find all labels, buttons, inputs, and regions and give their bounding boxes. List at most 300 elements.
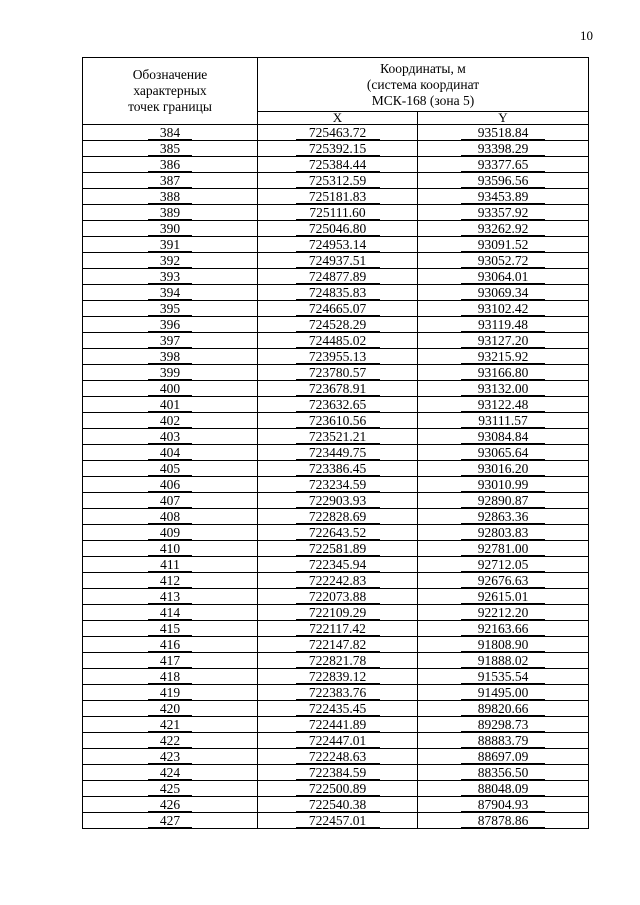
y-coordinate-cell bbox=[418, 397, 589, 413]
x-coordinate-cell bbox=[258, 733, 418, 749]
x-coordinate-cell bbox=[258, 381, 418, 397]
point-number-cell bbox=[83, 525, 258, 541]
point-number: 391 bbox=[148, 239, 192, 252]
header-line: точек границы bbox=[128, 99, 212, 114]
header-line: Обозначение bbox=[132, 67, 208, 82]
y-coordinate-cell bbox=[418, 349, 589, 365]
point-number-cell bbox=[83, 413, 258, 429]
table-row bbox=[83, 813, 589, 829]
x-coordinate-cell bbox=[258, 285, 418, 301]
point-number: 390 bbox=[148, 223, 192, 236]
x-coordinate: 722383.76 bbox=[296, 687, 380, 700]
y-coordinate: 93262.92 bbox=[461, 223, 545, 236]
point-number: 415 bbox=[148, 623, 192, 636]
point-number: 412 bbox=[148, 575, 192, 588]
point-number-cell bbox=[83, 189, 258, 205]
x-coordinate: 722073.88 bbox=[296, 591, 380, 604]
x-coordinate: 725046.80 bbox=[296, 223, 380, 236]
y-coordinate: 93091.52 bbox=[461, 239, 545, 252]
point-number: 425 bbox=[148, 783, 192, 796]
x-coordinate-cell bbox=[258, 365, 418, 381]
table-row bbox=[83, 221, 589, 237]
x-coordinate: 722839.12 bbox=[296, 671, 380, 684]
point-number: 416 bbox=[148, 639, 192, 652]
table-row bbox=[83, 189, 589, 205]
header-point-designation bbox=[83, 58, 258, 125]
x-coordinate-cell bbox=[258, 413, 418, 429]
x-coordinate: 723610.56 bbox=[296, 415, 380, 428]
table-row bbox=[83, 269, 589, 285]
table-row bbox=[83, 621, 589, 637]
y-coordinate: 92781.00 bbox=[461, 543, 545, 556]
y-coordinate-cell bbox=[418, 813, 589, 829]
point-number-cell bbox=[83, 141, 258, 157]
y-coordinate: 92163.66 bbox=[461, 623, 545, 636]
x-coordinate-cell bbox=[258, 605, 418, 621]
x-coordinate-cell bbox=[258, 589, 418, 605]
y-coordinate-cell bbox=[418, 637, 589, 653]
x-coordinate-cell bbox=[258, 445, 418, 461]
y-coordinate: 93111.57 bbox=[461, 415, 545, 428]
x-coordinate: 724937.51 bbox=[296, 255, 380, 268]
point-number: 419 bbox=[148, 687, 192, 700]
point-number: 389 bbox=[148, 207, 192, 220]
y-coordinate: 93357.92 bbox=[461, 207, 545, 220]
x-coordinate: 722828.69 bbox=[296, 511, 380, 524]
table-row bbox=[83, 557, 589, 573]
y-coordinate-cell bbox=[418, 685, 589, 701]
point-number: 394 bbox=[148, 287, 192, 300]
point-number: 385 bbox=[148, 143, 192, 156]
table-row bbox=[83, 541, 589, 557]
point-number-cell bbox=[83, 269, 258, 285]
point-number: 398 bbox=[148, 351, 192, 364]
y-coordinate: 93069.34 bbox=[461, 287, 545, 300]
table-row bbox=[83, 733, 589, 749]
y-coordinate-cell bbox=[418, 125, 589, 141]
x-coordinate: 725181.83 bbox=[296, 191, 380, 204]
x-coordinate: 722441.89 bbox=[296, 719, 380, 732]
y-coordinate: 89820.66 bbox=[461, 703, 545, 716]
x-coordinate: 722540.38 bbox=[296, 799, 380, 812]
x-coordinate: 722109.29 bbox=[296, 607, 380, 620]
x-coordinate-cell bbox=[258, 797, 418, 813]
x-coordinate-cell bbox=[258, 461, 418, 477]
table-body bbox=[83, 125, 589, 829]
y-coordinate-cell bbox=[418, 173, 589, 189]
y-coordinate-cell bbox=[418, 429, 589, 445]
x-coordinate: 722581.89 bbox=[296, 543, 380, 556]
header-coordinates bbox=[258, 58, 589, 112]
table-row bbox=[83, 237, 589, 253]
y-coordinate: 88697.09 bbox=[461, 751, 545, 764]
x-coordinate-cell bbox=[258, 637, 418, 653]
point-number: 404 bbox=[148, 447, 192, 460]
x-coordinate-cell bbox=[258, 173, 418, 189]
y-coordinate: 93016.20 bbox=[461, 463, 545, 476]
y-coordinate-cell bbox=[418, 525, 589, 541]
table-row bbox=[83, 205, 589, 221]
x-coordinate-cell bbox=[258, 141, 418, 157]
x-coordinate-cell bbox=[258, 717, 418, 733]
table-row bbox=[83, 365, 589, 381]
point-number: 393 bbox=[148, 271, 192, 284]
y-coordinate: 92890.87 bbox=[461, 495, 545, 508]
y-coordinate: 88356.50 bbox=[461, 767, 545, 780]
y-coordinate-cell bbox=[418, 301, 589, 317]
x-coordinate-cell bbox=[258, 253, 418, 269]
x-coordinate-cell bbox=[258, 237, 418, 253]
table-row bbox=[83, 605, 589, 621]
x-coordinate-cell bbox=[258, 349, 418, 365]
x-coordinate: 725384.44 bbox=[296, 159, 380, 172]
y-coordinate-cell bbox=[418, 413, 589, 429]
table-row bbox=[83, 509, 589, 525]
x-coordinate: 723955.13 bbox=[296, 351, 380, 364]
x-coordinate-cell bbox=[258, 189, 418, 205]
point-number-cell bbox=[83, 429, 258, 445]
x-coordinate: 725111.60 bbox=[296, 207, 380, 220]
table-row bbox=[83, 749, 589, 765]
y-coordinate-cell bbox=[418, 573, 589, 589]
table-row bbox=[83, 669, 589, 685]
table-row bbox=[83, 253, 589, 269]
x-coordinate: 722117.42 bbox=[296, 623, 380, 636]
y-coordinate-cell bbox=[418, 621, 589, 637]
y-coordinate: 93065.64 bbox=[461, 447, 545, 460]
table-row bbox=[83, 477, 589, 493]
table-row bbox=[83, 797, 589, 813]
point-number: 411 bbox=[148, 559, 192, 572]
point-number: 397 bbox=[148, 335, 192, 348]
point-number-cell bbox=[83, 173, 258, 189]
header-y: Y bbox=[418, 112, 589, 125]
point-number-cell bbox=[83, 813, 258, 829]
table-row bbox=[83, 525, 589, 541]
point-number-cell bbox=[83, 589, 258, 605]
x-coordinate-cell bbox=[258, 333, 418, 349]
y-coordinate: 93084.84 bbox=[461, 431, 545, 444]
y-coordinate-cell bbox=[418, 797, 589, 813]
x-coordinate: 725392.15 bbox=[296, 143, 380, 156]
y-coordinate: 87904.93 bbox=[461, 799, 545, 812]
x-coordinate: 724665.07 bbox=[296, 303, 380, 316]
point-number-cell bbox=[83, 765, 258, 781]
header-line: МСК-168 (зона 5) bbox=[371, 92, 475, 108]
y-coordinate: 92803.83 bbox=[461, 527, 545, 540]
point-number-cell bbox=[83, 605, 258, 621]
y-coordinate-cell bbox=[418, 717, 589, 733]
y-coordinate-cell bbox=[418, 317, 589, 333]
point-number-cell bbox=[83, 493, 258, 509]
y-coordinate-cell bbox=[418, 237, 589, 253]
x-coordinate: 722821.78 bbox=[296, 655, 380, 668]
table-row bbox=[83, 461, 589, 477]
x-coordinate: 722384.59 bbox=[296, 767, 380, 780]
x-coordinate: 722435.45 bbox=[296, 703, 380, 716]
point-number-cell bbox=[83, 381, 258, 397]
x-coordinate-cell bbox=[258, 573, 418, 589]
point-number: 420 bbox=[148, 703, 192, 716]
point-number-cell bbox=[83, 701, 258, 717]
x-coordinate-cell bbox=[258, 621, 418, 637]
point-number-cell bbox=[83, 253, 258, 269]
y-coordinate-cell bbox=[418, 253, 589, 269]
table-row bbox=[83, 573, 589, 589]
point-number-cell bbox=[83, 669, 258, 685]
y-coordinate: 92863.36 bbox=[461, 511, 545, 524]
point-number: 424 bbox=[148, 767, 192, 780]
y-coordinate-cell bbox=[418, 157, 589, 173]
y-coordinate-cell bbox=[418, 749, 589, 765]
y-coordinate-cell bbox=[418, 365, 589, 381]
x-coordinate-cell bbox=[258, 397, 418, 413]
x-coordinate-cell bbox=[258, 317, 418, 333]
y-coordinate: 87878.86 bbox=[461, 815, 545, 828]
x-coordinate-cell bbox=[258, 813, 418, 829]
y-coordinate: 93122.48 bbox=[461, 399, 545, 412]
point-number-cell bbox=[83, 541, 258, 557]
x-coordinate: 722345.94 bbox=[296, 559, 380, 572]
point-number-cell bbox=[83, 781, 258, 797]
x-coordinate: 723521.21 bbox=[296, 431, 380, 444]
table-row bbox=[83, 445, 589, 461]
y-coordinate-cell bbox=[418, 589, 589, 605]
point-number-cell bbox=[83, 301, 258, 317]
point-number: 414 bbox=[148, 607, 192, 620]
table-row bbox=[83, 317, 589, 333]
point-number: 401 bbox=[148, 399, 192, 412]
point-number-cell bbox=[83, 397, 258, 413]
y-coordinate: 92212.20 bbox=[461, 607, 545, 620]
y-coordinate: 88883.79 bbox=[461, 735, 545, 748]
y-coordinate-cell bbox=[418, 445, 589, 461]
point-number: 413 bbox=[148, 591, 192, 604]
point-number: 417 bbox=[148, 655, 192, 668]
y-coordinate-cell bbox=[418, 477, 589, 493]
table-row bbox=[83, 381, 589, 397]
y-coordinate: 93010.99 bbox=[461, 479, 545, 492]
table-row bbox=[83, 397, 589, 413]
point-number: 407 bbox=[148, 495, 192, 508]
x-coordinate-cell bbox=[258, 157, 418, 173]
table-row bbox=[83, 653, 589, 669]
point-number-cell bbox=[83, 125, 258, 141]
y-coordinate-cell bbox=[418, 285, 589, 301]
table-row bbox=[83, 765, 589, 781]
table-row bbox=[83, 349, 589, 365]
x-coordinate-cell bbox=[258, 525, 418, 541]
point-number: 384 bbox=[148, 127, 192, 140]
point-number-cell bbox=[83, 285, 258, 301]
point-number-cell bbox=[83, 637, 258, 653]
y-coordinate-cell bbox=[418, 205, 589, 221]
x-coordinate: 722242.83 bbox=[296, 575, 380, 588]
point-number: 405 bbox=[148, 463, 192, 476]
x-coordinate-cell bbox=[258, 669, 418, 685]
table-row bbox=[83, 141, 589, 157]
table-row bbox=[83, 701, 589, 717]
x-coordinate-cell bbox=[258, 557, 418, 573]
point-number-cell bbox=[83, 333, 258, 349]
point-number-cell bbox=[83, 573, 258, 589]
y-coordinate: 93453.89 bbox=[461, 191, 545, 204]
y-coordinate-cell bbox=[418, 653, 589, 669]
header-line: (система координат bbox=[366, 76, 480, 92]
x-coordinate-cell bbox=[258, 701, 418, 717]
table-row bbox=[83, 301, 589, 317]
x-coordinate: 723386.45 bbox=[296, 463, 380, 476]
point-number: 427 bbox=[148, 815, 192, 828]
y-coordinate: 93398.29 bbox=[461, 143, 545, 156]
point-number: 408 bbox=[148, 511, 192, 524]
x-coordinate-cell bbox=[258, 269, 418, 285]
point-number: 395 bbox=[148, 303, 192, 316]
x-coordinate: 723780.57 bbox=[296, 367, 380, 380]
table-row bbox=[83, 685, 589, 701]
x-coordinate-cell bbox=[258, 493, 418, 509]
point-number-cell bbox=[83, 717, 258, 733]
y-coordinate: 91888.02 bbox=[461, 655, 545, 668]
table-row bbox=[83, 333, 589, 349]
table-row bbox=[83, 493, 589, 509]
y-coordinate-cell bbox=[418, 141, 589, 157]
y-coordinate: 93215.92 bbox=[461, 351, 545, 364]
point-number-cell bbox=[83, 317, 258, 333]
x-coordinate: 724953.14 bbox=[296, 239, 380, 252]
point-number: 410 bbox=[148, 543, 192, 556]
y-coordinate-cell bbox=[418, 701, 589, 717]
y-coordinate: 88048.09 bbox=[461, 783, 545, 796]
x-coordinate-cell bbox=[258, 653, 418, 669]
x-coordinate: 723234.59 bbox=[296, 479, 380, 492]
point-number: 403 bbox=[148, 431, 192, 444]
x-coordinate: 724835.83 bbox=[296, 287, 380, 300]
point-number-cell bbox=[83, 477, 258, 493]
table-row bbox=[83, 413, 589, 429]
y-coordinate: 93596.56 bbox=[461, 175, 545, 188]
point-number: 422 bbox=[148, 735, 192, 748]
point-number-cell bbox=[83, 365, 258, 381]
point-number: 396 bbox=[148, 319, 192, 332]
point-number-cell bbox=[83, 205, 258, 221]
y-coordinate-cell bbox=[418, 669, 589, 685]
x-coordinate: 722447.01 bbox=[296, 735, 380, 748]
x-coordinate-cell bbox=[258, 301, 418, 317]
y-coordinate: 93166.80 bbox=[461, 367, 545, 380]
x-coordinate-cell bbox=[258, 429, 418, 445]
table-row bbox=[83, 285, 589, 301]
point-number-cell bbox=[83, 749, 258, 765]
x-coordinate: 725312.59 bbox=[296, 175, 380, 188]
y-coordinate-cell bbox=[418, 765, 589, 781]
y-coordinate: 89298.73 bbox=[461, 719, 545, 732]
point-number: 423 bbox=[148, 751, 192, 764]
x-coordinate-cell bbox=[258, 509, 418, 525]
x-coordinate: 723449.75 bbox=[296, 447, 380, 460]
y-coordinate-cell bbox=[418, 269, 589, 285]
point-number: 418 bbox=[148, 671, 192, 684]
table-row bbox=[83, 173, 589, 189]
point-number: 421 bbox=[148, 719, 192, 732]
y-coordinate: 93064.01 bbox=[461, 271, 545, 284]
header-x: X bbox=[258, 112, 418, 125]
y-coordinate: 93119.48 bbox=[461, 319, 545, 332]
x-coordinate: 722643.52 bbox=[296, 527, 380, 540]
y-coordinate: 93102.42 bbox=[461, 303, 545, 316]
x-coordinate-cell bbox=[258, 781, 418, 797]
x-coordinate-cell bbox=[258, 205, 418, 221]
y-coordinate-cell bbox=[418, 541, 589, 557]
x-coordinate: 722457.01 bbox=[296, 815, 380, 828]
table-row bbox=[83, 637, 589, 653]
y-coordinate: 92615.01 bbox=[461, 591, 545, 604]
point-number: 386 bbox=[148, 159, 192, 172]
point-number-cell bbox=[83, 557, 258, 573]
coordinates-table bbox=[82, 57, 589, 829]
x-coordinate: 723678.91 bbox=[296, 383, 380, 396]
y-coordinate: 93052.72 bbox=[461, 255, 545, 268]
y-coordinate-cell bbox=[418, 509, 589, 525]
x-coordinate: 722500.89 bbox=[296, 783, 380, 796]
point-number-cell bbox=[83, 157, 258, 173]
point-number: 402 bbox=[148, 415, 192, 428]
point-number-cell bbox=[83, 509, 258, 525]
point-number: 409 bbox=[148, 527, 192, 540]
y-coordinate: 93518.84 bbox=[461, 127, 545, 140]
point-number: 392 bbox=[148, 255, 192, 268]
table-row bbox=[83, 781, 589, 797]
table-row bbox=[83, 589, 589, 605]
point-number-cell bbox=[83, 733, 258, 749]
y-coordinate-cell bbox=[418, 781, 589, 797]
point-number-cell bbox=[83, 445, 258, 461]
y-coordinate: 91495.00 bbox=[461, 687, 545, 700]
x-coordinate-cell bbox=[258, 125, 418, 141]
x-coordinate-cell bbox=[258, 477, 418, 493]
y-coordinate-cell bbox=[418, 381, 589, 397]
point-number-cell bbox=[83, 221, 258, 237]
x-coordinate: 722903.93 bbox=[296, 495, 380, 508]
x-coordinate-cell bbox=[258, 749, 418, 765]
y-coordinate: 93132.00 bbox=[461, 383, 545, 396]
table-row bbox=[83, 717, 589, 733]
point-number-cell bbox=[83, 461, 258, 477]
y-coordinate-cell bbox=[418, 493, 589, 509]
point-number: 400 bbox=[148, 383, 192, 396]
y-coordinate-cell bbox=[418, 605, 589, 621]
x-coordinate: 724528.29 bbox=[296, 319, 380, 332]
x-coordinate-cell bbox=[258, 221, 418, 237]
y-coordinate-cell bbox=[418, 733, 589, 749]
table-row bbox=[83, 125, 589, 141]
y-coordinate-cell bbox=[418, 333, 589, 349]
point-number-cell bbox=[83, 685, 258, 701]
table-row bbox=[83, 429, 589, 445]
point-number-cell bbox=[83, 349, 258, 365]
x-coordinate: 725463.72 bbox=[296, 127, 380, 140]
point-number: 399 bbox=[148, 367, 192, 380]
y-coordinate: 93127.20 bbox=[461, 335, 545, 348]
y-coordinate: 91808.90 bbox=[461, 639, 545, 652]
header-line: характерных bbox=[133, 83, 207, 98]
y-coordinate: 92712.05 bbox=[461, 559, 545, 572]
x-coordinate: 722147.82 bbox=[296, 639, 380, 652]
point-number: 426 bbox=[148, 799, 192, 812]
x-coordinate-cell bbox=[258, 765, 418, 781]
y-coordinate: 91535.54 bbox=[461, 671, 545, 684]
x-coordinate: 724485.02 bbox=[296, 335, 380, 348]
